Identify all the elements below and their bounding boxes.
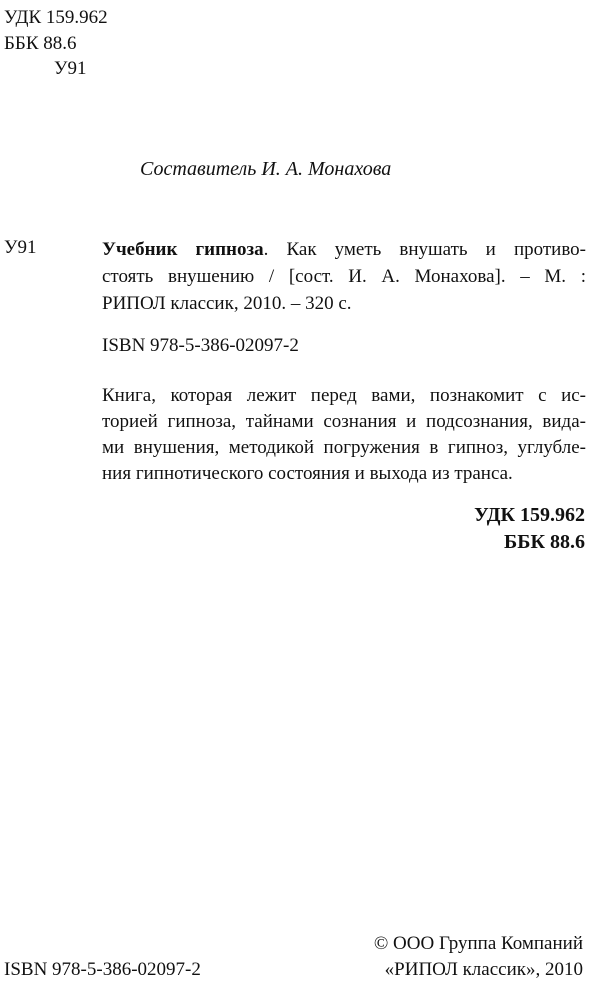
bbk-code-right: ББК 88.6 [504, 531, 585, 553]
book-title: Учебник гипноза [102, 239, 264, 260]
bibliographic-entry [102, 236, 586, 317]
udk-code-right: УДК 159.962 [474, 504, 585, 526]
author-mark-top: У91 [54, 58, 87, 79]
bibliographic-line-2: стоять внушению / [сост. И. А. Монахова]. – М. : [102, 266, 586, 287]
bbk-code-top: ББК 88.6 [4, 33, 77, 54]
compiler-line: Составитель И. А. Монахова [140, 158, 392, 180]
bibliographic-line-1-rest: . Как уметь внушать и противо- [263, 239, 586, 260]
author-mark: У91 [4, 237, 37, 258]
annotation-line: ми внушения, методикой погружения в гипноз, углубле- [102, 437, 586, 458]
copyright-line-1: © ООО Группа Компаний [373, 933, 583, 954]
annotation-line: ния гипнотического состояния и выхода из транса. [102, 463, 513, 484]
udk-code-top: УДК 159.962 [4, 7, 108, 28]
annotation-line: торией гипноза, тайнами сознания и подсознания, вида- [102, 411, 586, 432]
isbn-line: ISBN 978-5-386-02097-2 [102, 335, 299, 356]
copyright-line-2: «РИПОЛ классик», 2010 [384, 959, 583, 980]
isbn-footer: ISBN 978-5-386-02097-2 [4, 959, 201, 980]
annotation-line: Книга, которая лежит перед вами, познакомит с ис- [102, 385, 586, 406]
bibliographic-line-3: РИПОЛ классик, 2010. – 320 с. [102, 293, 352, 314]
bibliographic-line-1 [102, 236, 586, 263]
annotation [102, 383, 586, 487]
